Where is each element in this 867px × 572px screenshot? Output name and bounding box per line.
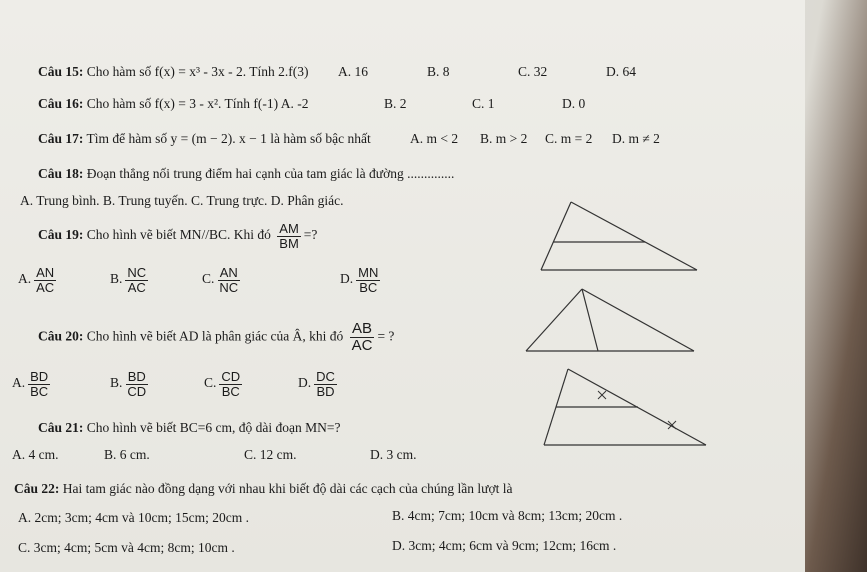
question-text: Cho hình vẽ biết MN//BC. Khi đó xyxy=(86,227,271,243)
q17-option-a: A. m < 2 xyxy=(410,131,459,146)
figure-side xyxy=(571,202,697,270)
question-text: Đoạn thẳng nối trung điểm hai cạnh của tam giác là đường .............. xyxy=(86,166,455,181)
q20-option-d: D. $\frac{DC}{BD}$ xyxy=(298,369,335,399)
question-label: Câu 17: xyxy=(38,131,84,146)
q20-triangle-figure xyxy=(522,285,702,357)
q18-options: A. Trung bình. B. Trung tuyến. C. Trung trực. D. Phân giác. xyxy=(20,193,344,208)
q15-option-b: B. 8 xyxy=(427,64,450,79)
q17-option-d: D. m ≠ 2 xyxy=(612,131,660,146)
question-19 xyxy=(38,222,317,250)
question-18 xyxy=(38,166,454,182)
q20-option-b: B. $\frac{BD}{CD}$ xyxy=(110,369,147,399)
question-21 xyxy=(38,420,340,436)
q19-triangle-figure xyxy=(535,196,705,280)
q19-option-b: B. $\frac{NC}{AC}$ xyxy=(110,265,147,295)
question-fraction: $\frac{AB}{AC}$ xyxy=(351,320,373,354)
q15-option-c: C. 32 xyxy=(518,64,548,79)
q21-option-c: C. 12 cm. xyxy=(244,447,297,462)
q22-option-d: D. 3cm; 4cm; 6cm và 9cm; 12cm; 16cm . xyxy=(392,538,617,553)
q19-option-d: D. $\frac{MN}{BC}$ xyxy=(340,265,379,295)
figure-bisector xyxy=(582,289,598,351)
question-text: Cho hình vẽ biết AD là phân giác của Â, khi đó xyxy=(86,328,344,344)
q15-option-d: D. 64 xyxy=(606,64,636,79)
question-22 xyxy=(14,481,512,497)
question-text: Hai tam giác nào đồng dạng với nhau khi biết độ dài các cạch của chúng lần lượt là xyxy=(62,481,513,496)
question-20 xyxy=(38,321,394,354)
question-label: Câu 20: xyxy=(38,328,84,344)
question-text: Cho hình vẽ biết BC=6 cm, độ dài đoạn MN=? xyxy=(86,420,341,435)
question-suffix: =? xyxy=(303,227,318,243)
question-label: Câu 22: xyxy=(14,481,60,496)
q21-option-a: A. 4 cm. xyxy=(12,447,59,462)
figure-side xyxy=(526,289,582,351)
q20-option-a: A. $\frac{BD}{BC}$ xyxy=(12,369,49,399)
q15-option-a: A. 16 xyxy=(338,64,368,79)
question-text: Cho hàm số f(x) = 3 - x². Tính f(-1) A. -2 xyxy=(86,96,309,111)
q22-option-b: B. 4cm; 7cm; 10cm và 8cm; 13cm; 20cm . xyxy=(392,508,623,523)
q19-option-a: A. $\frac{AN}{AC}$ xyxy=(18,265,55,295)
question-suffix: = ? xyxy=(377,328,395,344)
q16-option-d: D. 0 xyxy=(562,96,586,111)
q17-option-b: B. m > 2 xyxy=(480,131,528,146)
question-text: Cho hàm số f(x) = x³ - 3x - 2. Tính 2.f(3) xyxy=(86,64,309,79)
q21-option-d: D. 3 cm. xyxy=(370,447,417,462)
question-fraction: $\frac{AM}{BM}$ xyxy=(279,221,299,251)
figure-side xyxy=(541,202,571,270)
q21-option-b: B. 6 cm. xyxy=(104,447,150,462)
q21-triangle-figure xyxy=(540,365,710,455)
question-17 xyxy=(38,131,371,147)
question-label: Câu 21: xyxy=(38,420,84,435)
question-15 xyxy=(38,64,309,80)
q22-option-a: A. 2cm; 3cm; 4cm và 10cm; 15cm; 20cm . xyxy=(18,510,249,525)
figure-side xyxy=(582,289,694,351)
q16-option-b: B. 2 xyxy=(384,96,407,111)
question-text: Tìm để hàm số y = (m − 2). x − 1 là hàm số bậc nhất xyxy=(86,131,371,146)
question-label: Câu 16: xyxy=(38,96,84,111)
q16-option-c: C. 1 xyxy=(472,96,495,111)
q22-option-c: C. 3cm; 4cm; 5cm và 4cm; 8cm; 10cm . xyxy=(18,540,235,555)
question-label: Câu 19: xyxy=(38,227,84,243)
q20-option-c: C. $\frac{CD}{BC}$ xyxy=(204,369,241,399)
question-label: Câu 18: xyxy=(38,166,84,181)
question-16 xyxy=(38,96,309,112)
q17-option-c: C. m = 2 xyxy=(545,131,593,146)
question-label: Câu 15: xyxy=(38,64,84,79)
q19-option-c: C. $\frac{AN}{NC}$ xyxy=(202,265,239,295)
